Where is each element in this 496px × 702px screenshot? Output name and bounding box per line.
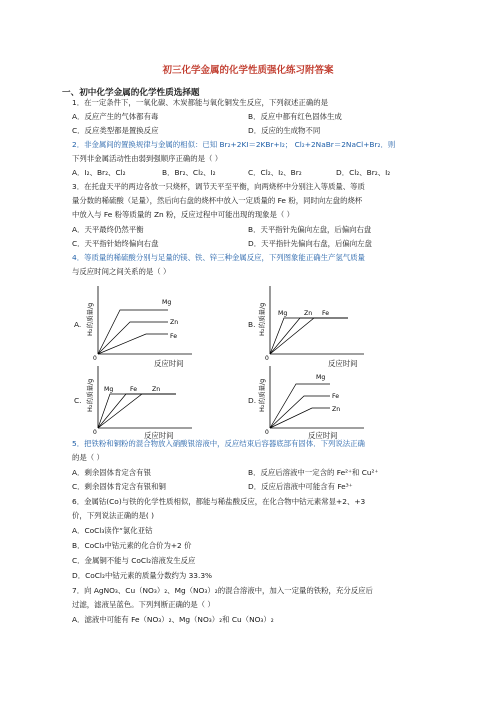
- q3-option-d: D．天平指针先偏向右盘，后偏向左盘: [248, 239, 372, 248]
- q3-option-b: B．天平指针先偏向左盘，后偏向右盘: [248, 225, 372, 234]
- graph-c-x-label: 反应时间: [144, 431, 174, 440]
- q6-option-b: B．CoCl₃中钴元素的化合价为+2 价: [72, 541, 192, 550]
- question-6-stem-cont: 价，下列说法正确的是( ): [72, 511, 155, 520]
- graph-c-origin: 0: [93, 429, 97, 434]
- graph-d-curve-zn: [270, 408, 330, 428]
- q5-option-b: B．反应后溶液中一定含的 Fe²⁺和 Cu²⁺: [248, 468, 379, 477]
- question-7-stem-cont: 过滤，滤液呈蓝色。下列判断正确的是（ ）: [72, 600, 215, 609]
- document-title: 初三化学金属的化学性质强化练习附答案: [162, 65, 334, 76]
- graph-c-label-fe: Fe: [130, 386, 138, 393]
- graph-a-curve-fe: [98, 334, 168, 354]
- q5-option-a: A．剩余固体肯定含有银: [72, 468, 151, 477]
- graph-d: [256, 364, 368, 434]
- graph-c-curve-zn: [98, 394, 176, 428]
- graph-d-origin: 0: [265, 429, 269, 434]
- graph-c-label-zn: Zn: [152, 386, 161, 393]
- question-4-stem: 4．等质量的稀硫酸分别与足量的镁、铁、锌三种金属反应，下列图象能正确生产氢气质量: [72, 253, 365, 262]
- graph-a-curve-zn: [98, 322, 168, 354]
- graph-a-x-label: 反应时间: [154, 359, 184, 368]
- question-2-stem: 2．非金属间的置换规律与金属的相似：已知 Br₂+2KI＝2KBr+I₂； Cl₂+2NaBr＝2NaCl+Br₂．则: [72, 140, 396, 149]
- graph-a-label: A.: [74, 320, 82, 329]
- q6-option-c: C．金属铜不能与 CoCl₂溶液发生反应: [72, 556, 196, 565]
- graph-d-label-fe: Fe: [332, 393, 340, 400]
- graph-a-origin: 0: [93, 355, 97, 360]
- graph-a-label-mg: Mg: [162, 299, 172, 306]
- graph-b: [256, 282, 368, 360]
- graph-c-label: C.: [74, 396, 82, 405]
- question-5-stem-cont: 的是（ ）: [72, 453, 104, 462]
- question-5-stem: 5．把铁粉和铜粉的混合物放入硝酸银溶液中，反应结束后容器底部有固体．下列说法正确: [72, 439, 365, 448]
- graph-a-curve-mg: [98, 310, 168, 354]
- q7-option-a: A．滤液中可能有 Fe（NO₃）₂、Mg（NO₃）₂和 Cu（NO₃）₂: [72, 615, 274, 624]
- graph-b-label: B.: [248, 320, 256, 329]
- graph-b-curve-mg: [270, 318, 348, 354]
- graph-a-label-zn: Zn: [170, 319, 179, 326]
- graph-c-curve-fe: [98, 394, 176, 428]
- q5-option-d: D．反应后溶液中可能含有 Fe³⁺: [248, 482, 353, 491]
- q3-option-a: A．天平最终仍然平衡: [72, 225, 144, 234]
- q3-option-c: C．天平指针始终偏向右盘: [72, 239, 159, 248]
- graph-d-curve-mg: [270, 384, 330, 428]
- graph-c-y-label: H₂的质量/g: [86, 378, 94, 412]
- graph-a: [84, 282, 196, 360]
- q6-option-a: A．CoCl₃读作“氯化亚钴: [72, 526, 153, 535]
- question-6-stem: 6．金属钴(Co)与铁的化学性质相似，都能与稀盐酸反应，在化合物中钴元素常显+2、+3: [72, 497, 366, 506]
- q2-option-c: C．Cl₂、I₂、Br₂: [248, 168, 302, 177]
- q6-option-d: D．CoCl₂中钴元素的质量分数约为 33.3%: [72, 571, 213, 580]
- graph-d-y-label: H₂的质量/g: [258, 378, 266, 412]
- question-4-stem-cont: 与反应时间之间关系的是（ ）: [72, 267, 171, 276]
- q1-option-d: D．反应的生成物不同: [248, 126, 321, 135]
- q1-option-a: A．反应产生的气体都有毒: [72, 112, 159, 121]
- q2-option-b: B．Br₂、Cl₂、I₂: [162, 168, 216, 177]
- graph-b-y-label: H₂的质量/g: [258, 302, 266, 336]
- graph-c-label-mg: Mg: [104, 386, 114, 393]
- graph-c: [84, 364, 196, 434]
- graph-b-label-zn: Zn: [304, 310, 313, 317]
- graph-d-x-label: 反应时间: [308, 431, 338, 440]
- graph-b-label-mg: Mg: [278, 310, 288, 317]
- graph-d-curve-fe: [270, 396, 330, 428]
- question-2-stem-cont: 下列非金属活动性由弱到强顺序正确的是（ ）: [72, 154, 223, 163]
- graph-a-label-fe: Fe: [170, 333, 178, 340]
- section-heading: 一、初中化学金属的化学性质选择题: [62, 88, 200, 98]
- graph-d-label: D.: [248, 396, 257, 405]
- graph-d-label-zn: Zn: [332, 406, 341, 413]
- q1-option-c: C．反应类型都是置换反应: [72, 126, 159, 135]
- graph-b-label-fe: Fe: [322, 310, 330, 317]
- q2-option-a: A．I₂、Br₂、Cl₂: [72, 168, 126, 177]
- graph-d-label-mg: Mg: [316, 374, 326, 381]
- question-3-stem-cont2: 中放入与 Fe 粉等质量的 Zn 粉，反应过程中可能出现的现象是（ ）: [72, 210, 295, 219]
- q1-option-b: B．反应中都有红色固体生成: [248, 112, 342, 121]
- question-1-stem: 1．在一定条件下，一氧化碳、木炭都能与氧化铜发生反应，下列叙述正确的是: [72, 98, 328, 107]
- question-3-stem: 3．在托盘天平的两边各放一只烧杯，调节天平至平衡，向两烧杯中分别注入等质量、等质: [72, 182, 365, 191]
- graph-c-curve-mg: [98, 394, 176, 428]
- q5-option-c: C．剩余固体肯定含有银和铜: [72, 482, 166, 491]
- question-3-stem-cont1: 量分数的稀硫酸（足量），然后向右盘的烧杯中放入一定质量的 Fe 粉，同时向左盘的烧杯: [72, 196, 363, 205]
- question-7-stem: 7．向 AgNO₃、Cu（NO₃）₂、Mg（NO₃）₂的混合溶液中，加入一定量的铁粉，充分反应后: [72, 586, 373, 595]
- graph-a-y-label: H₂的质量/g: [86, 302, 94, 336]
- q2-option-d: D．Cl₂、Br₂、I₂: [336, 168, 391, 177]
- graph-b-origin: 0: [265, 355, 269, 360]
- graph-b-x-label: 反应时间: [328, 359, 358, 368]
